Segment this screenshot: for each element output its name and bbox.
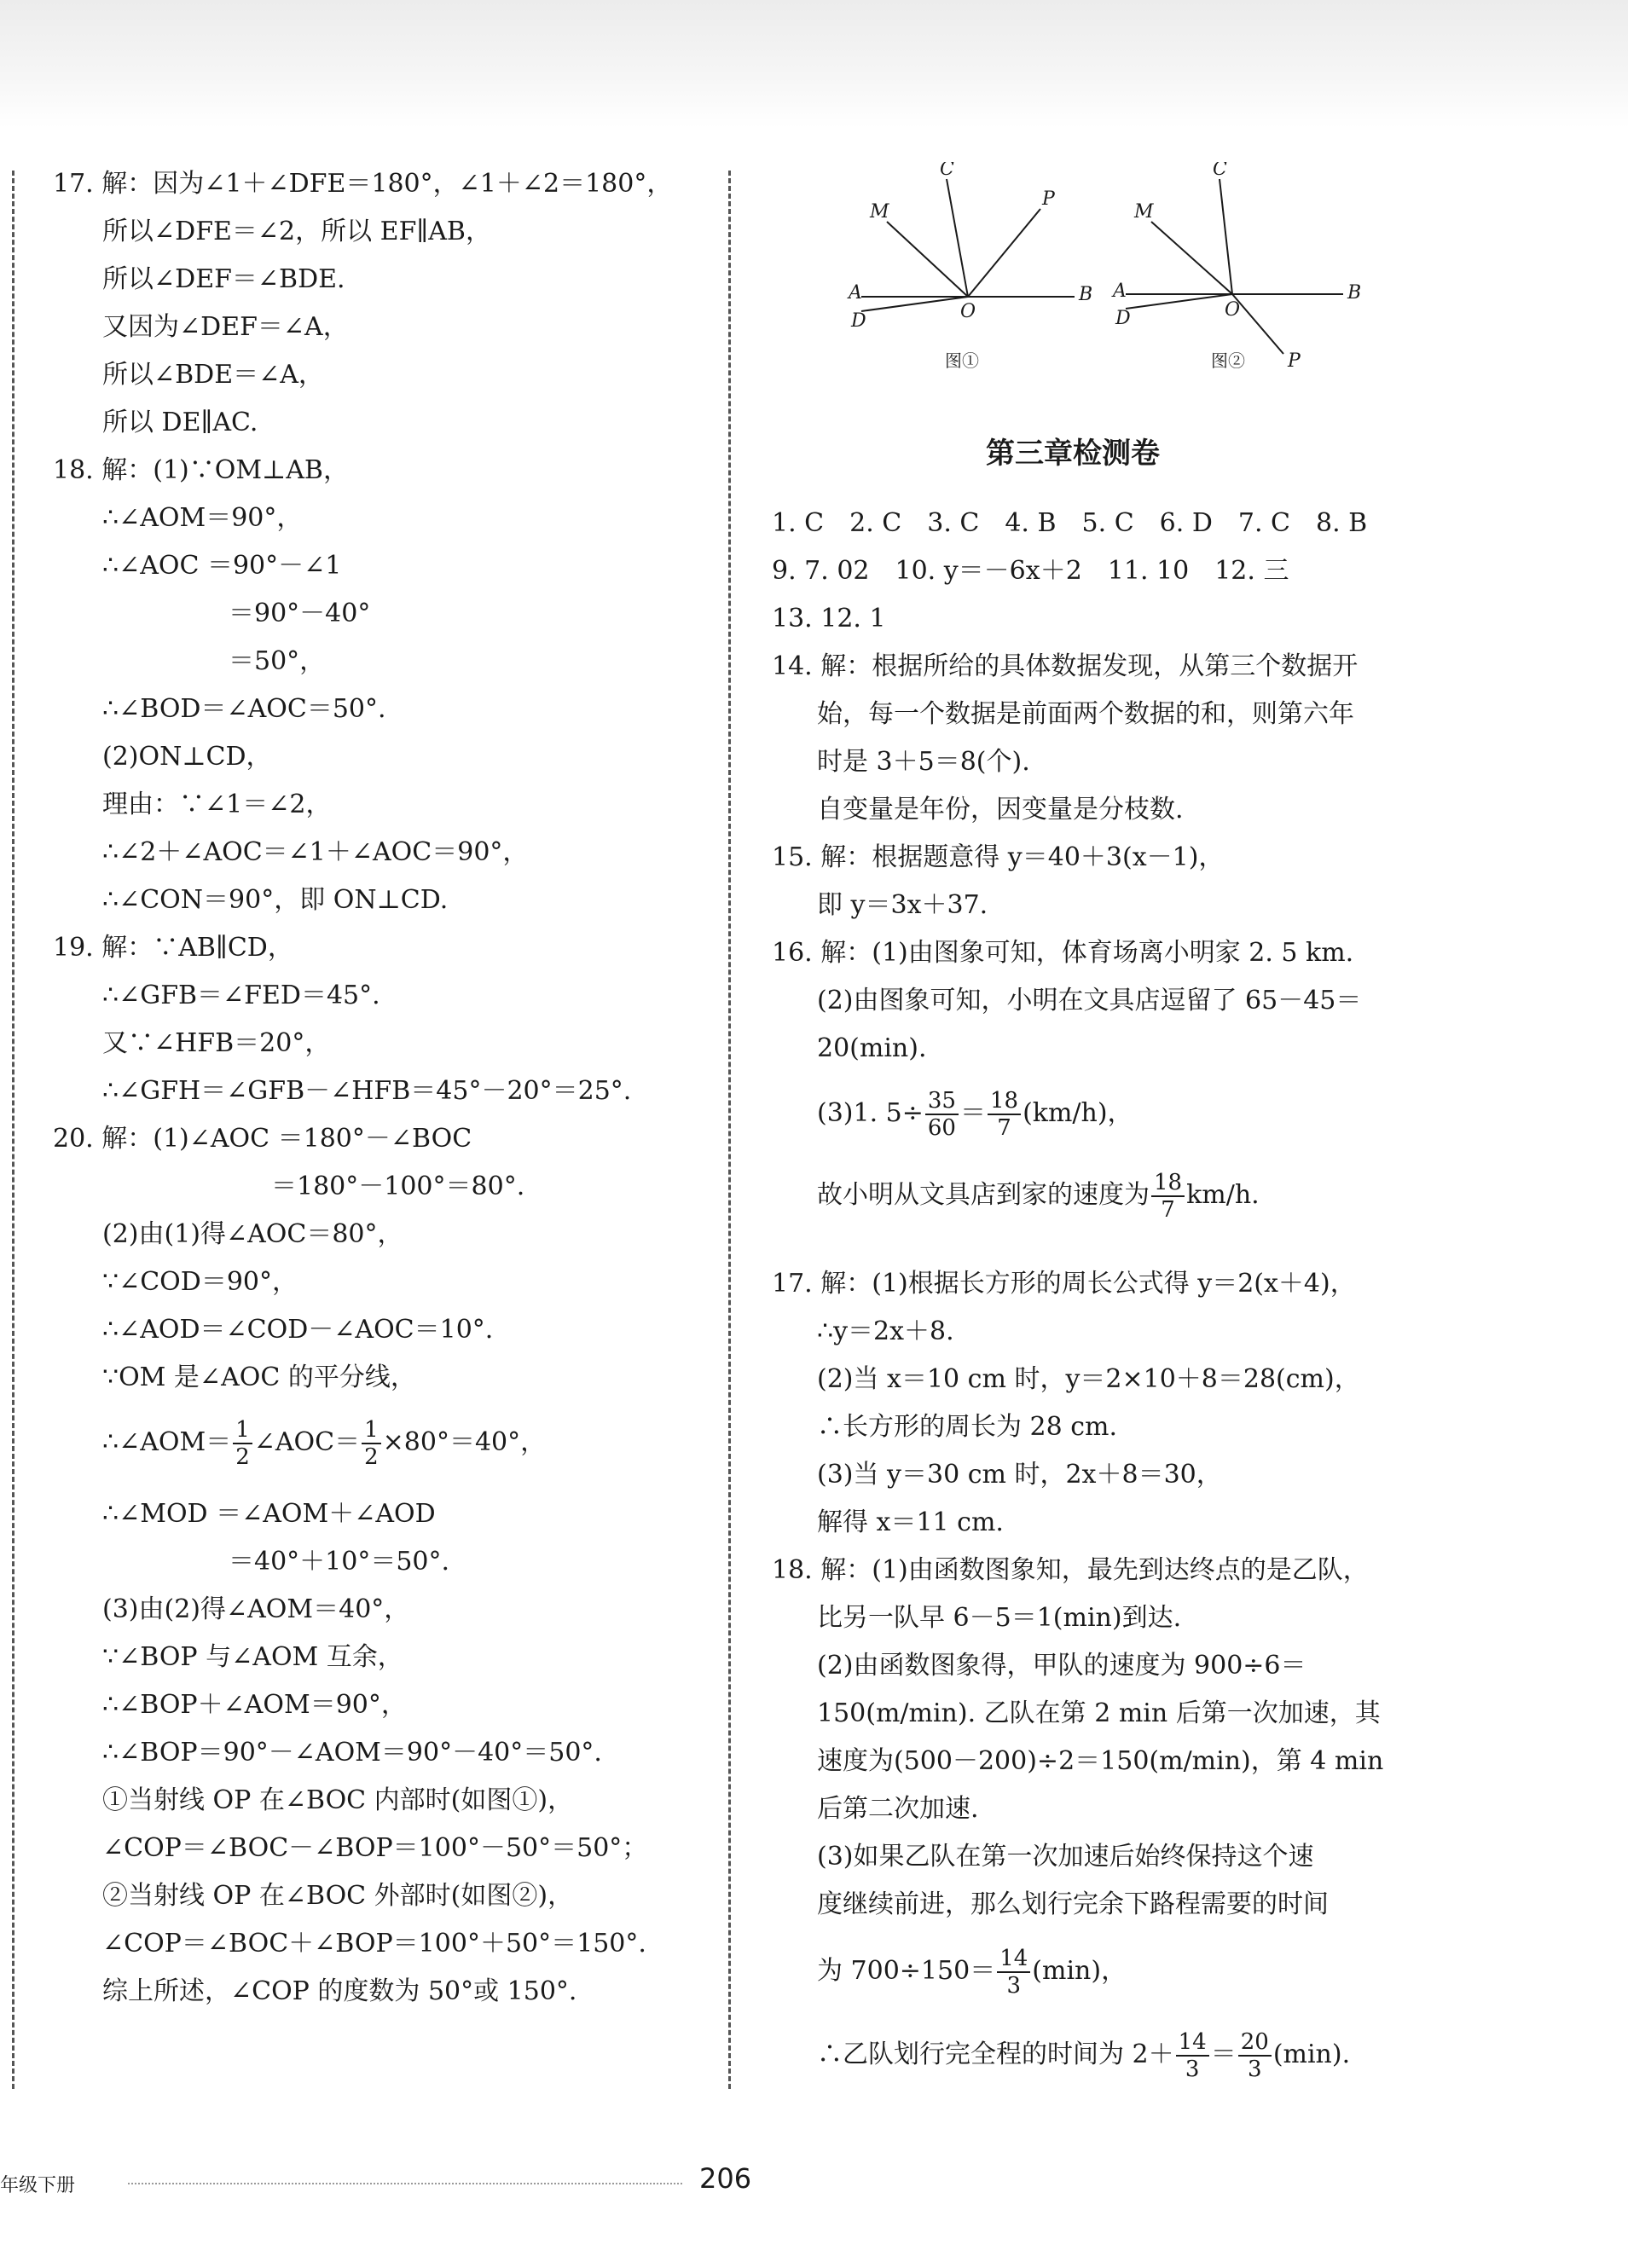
denominator: 7 (997, 1115, 1011, 1141)
text-line: ∴∠AOC ＝90°－∠1 (102, 551, 342, 581)
text-line: (3)如果乙队在第一次加速后始终保持这个速 (817, 1842, 1314, 1872)
text-line: (2)由图象可知，小明在文具店逗留了 65－45＝ (817, 986, 1362, 1015)
text-line: 所以∠DEF＝∠BDE. (102, 264, 345, 294)
numerator: 14 (997, 1946, 1030, 1973)
text-line: ∴∠BOP＝90°－∠AOM＝90°－40°＝50°. (102, 1738, 602, 1768)
numerator: 35 (925, 1088, 959, 1115)
fraction (362, 1417, 381, 1470)
text-line: 所以∠BDE＝∠A， (102, 360, 324, 390)
text-line: 18. 解：(1)由函数图象知，最先到达终点的是乙队， (772, 1555, 1369, 1585)
equation-18-total (817, 2022, 1350, 2087)
numerator: 1 (362, 1417, 381, 1444)
eq-text: km/h. (1186, 1180, 1260, 1210)
text-line: 9. 7. 02 10. y＝－6x＋2 11. 10 12. 三 (772, 556, 1289, 586)
text-line: (3)由(2)得∠AOM＝40°， (102, 1594, 410, 1624)
text-line: 综上所述，∠COP 的度数为 50°或 150°. (102, 1976, 577, 2006)
label-a: A (1113, 281, 1127, 302)
text-line: 18. 解：(1)∵OM⊥AB， (53, 455, 349, 485)
text-line: 19. 解：∵AB∥CD， (53, 933, 293, 963)
text-line: ∴∠GFB＝∠FED＝45°. (102, 981, 380, 1010)
text-line: 后第二次加速. (817, 1794, 979, 1824)
text-line: ∴y＝2x＋8. (817, 1316, 954, 1346)
text-line: ∠COP＝∠BOC－∠BOP＝100°－50°＝50°； (102, 1833, 648, 1863)
text-line: ∴∠AOD＝∠COD－∠AOC＝10°. (102, 1315, 494, 1345)
equation-16-speed (817, 1163, 1260, 1228)
text-line: ＝90°－40° (229, 599, 371, 628)
text-line: 20(min). (817, 1033, 927, 1063)
fraction (925, 1088, 959, 1141)
eq-text: ∠AOC＝ (253, 1427, 361, 1457)
text-line: ∴∠GFH＝∠GFB－∠HFB＝45°－20°＝25°. (102, 1076, 632, 1106)
text-line: 自变量是年份，因变量是分枝数. (817, 795, 1184, 824)
text-line: ＝40°＋10°＝50°. (229, 1547, 450, 1577)
label-p: P (1288, 350, 1301, 372)
text-line: 解得 x＝11 cm. (817, 1507, 1004, 1537)
numerator: 20 (1238, 2029, 1272, 2057)
text-line: ②当射线 OP 在∠BOC 外部时(如图②)， (102, 1881, 574, 1911)
label-b: B (1347, 282, 1362, 304)
label-d: D (1115, 308, 1131, 329)
text-line: 15. 解：根据题意得 y＝40＋3(x－1)， (772, 842, 1225, 872)
figure-2 (1109, 162, 1364, 387)
eq-text: ＝ (1210, 2039, 1237, 2069)
text-line: (2)ON⊥CD， (102, 742, 272, 772)
numerator: 18 (988, 1088, 1021, 1115)
eq-text: (min)， (1032, 1956, 1127, 1986)
text-line: ∠COP＝∠BOC＋∠BOP＝100°＋50°＝150°. (102, 1929, 646, 1958)
fraction (1151, 1170, 1185, 1223)
text-line: 13. 12. 1 (772, 604, 886, 634)
text-line: 20. 解：(1)∠AOC ＝180°－∠BOC (53, 1124, 472, 1154)
eq-text: ×80°＝40°， (382, 1427, 547, 1457)
footer-book-label: 年级下册 (0, 2175, 76, 2196)
denominator: 3 (1185, 2057, 1200, 2082)
figure-1-caption: 图① (945, 350, 979, 371)
text-line: 所以 DE∥AC. (102, 408, 258, 437)
text-line: 所以∠DFE＝∠2，所以 EF∥AB， (102, 217, 491, 246)
label-m: M (870, 201, 889, 223)
label-b: B (1079, 284, 1093, 305)
text-line: 14. 解：根据所给的具体数据发现，从第三个数据开 (772, 651, 1359, 681)
text-line: ＝50°， (229, 646, 326, 676)
text-line: ∵∠BOP 与∠AOM 互余， (102, 1642, 403, 1672)
eq-text: (km/h)， (1023, 1098, 1133, 1128)
text-line: 17. 解：(1)根据长方形的周长公式得 y＝2(x＋4)， (772, 1269, 1356, 1299)
text-line: ∴∠AOM＝90°， (102, 503, 303, 533)
label-p: P (1042, 188, 1055, 210)
text-line: (3)当 y＝30 cm 时，2x＋8＝30， (817, 1460, 1222, 1490)
text-line: 比另一队早 6－5＝1(min)到达. (817, 1603, 1182, 1633)
equation-aom (102, 1410, 546, 1475)
text-line: 度继续前进，那么划行完余下路程需要的时间 (817, 1889, 1329, 1919)
text-line: (2)由(1)得∠AOC＝80°， (102, 1219, 403, 1249)
text-line: 17. 解：因为∠1＋∠DFE＝180°，∠1＋∠2＝180°， (53, 169, 673, 199)
denominator: 60 (927, 1115, 956, 1141)
text-line: 理由：∵∠1＝∠2， (102, 790, 332, 819)
denominator: 3 (1247, 2057, 1262, 2082)
fraction (997, 1946, 1030, 1999)
text-line: 速度为(500－200)÷2＝150(m/min)，第 4 min (817, 1746, 1384, 1776)
eq-text: (min). (1272, 2039, 1351, 2069)
eq-text: (3)1. 5÷ (817, 1098, 924, 1128)
eq-text: ＝ (959, 1098, 986, 1128)
page-number: 206 (699, 2162, 752, 2195)
fraction (988, 1088, 1021, 1141)
fraction (233, 1417, 252, 1470)
label-c: C (1213, 162, 1227, 180)
denominator: 3 (1006, 1973, 1022, 1999)
equation-16-3 (817, 1081, 1133, 1146)
scan-top-shading (0, 0, 1628, 128)
text-line: 1. C 2. C 3. C 4. B 5. C 6. D 7. C 8. B (772, 508, 1368, 538)
text-line: ∴∠CON＝90°，即 ON⊥CD. (102, 885, 449, 915)
label-m: M (1134, 201, 1154, 223)
text-line: ∴∠BOP＋∠AOM＝90°， (102, 1690, 407, 1720)
text-line: ∵OM 是∠AOC 的平分线， (102, 1363, 416, 1392)
text-line: ∴∠BOD＝∠AOC＝50°. (102, 694, 386, 724)
denominator: 2 (235, 1444, 250, 1470)
text-line: (2)当 x＝10 cm 时，y＝2×10＋8＝28(cm)， (817, 1364, 1360, 1394)
equation-18-time (817, 1939, 1127, 2004)
left-cut-line (12, 171, 14, 2089)
fraction (1176, 2029, 1209, 2082)
text-line: 又∵∠HFB＝20°， (102, 1028, 331, 1058)
text-line: ∴长方形的周长为 28 cm. (817, 1412, 1118, 1442)
text-line: ∵∠COD＝90°， (102, 1267, 298, 1297)
denominator: 2 (364, 1444, 379, 1470)
label-d: D (851, 310, 866, 332)
figure-2-caption: 图② (1211, 350, 1245, 371)
eq-text: ∴∠AOM＝ (102, 1427, 232, 1457)
text-line: ①当射线 OP 在∠BOC 内部时(如图①)， (102, 1785, 574, 1815)
numerator: 14 (1176, 2029, 1209, 2057)
fraction (1238, 2029, 1272, 2082)
eq-text: 为 700÷150＝ (817, 1956, 996, 1986)
middle-cut-line (728, 171, 731, 2089)
text-line: 16. 解：(1)由图象可知，体育场离小明家 2. 5 km. (772, 938, 1354, 968)
text-line: ∴∠2＋∠AOC＝∠1＋∠AOC＝90°， (102, 837, 529, 867)
eq-text: 故小明从文具店到家的速度为 (817, 1180, 1150, 1210)
text-line: 150(m/min). 乙队在第 2 min 后第一次加速，其 (817, 1698, 1381, 1728)
text-line: 又因为∠DEF＝∠A， (102, 312, 349, 342)
text-line: (2)由函数图象得，甲队的速度为 900÷6＝ (817, 1651, 1306, 1681)
numerator: 1 (233, 1417, 252, 1444)
eq-text: ∴乙队划行完全程的时间为 2＋ (817, 2039, 1174, 2069)
label-a: A (849, 282, 862, 304)
text-line: 时是 3＋5＝8(个). (817, 747, 1030, 777)
text-line: 即 y＝3x＋37. (817, 890, 988, 920)
section-title: 第三章检测卷 (986, 437, 1160, 471)
numerator: 18 (1151, 1170, 1185, 1197)
text-line: ∴∠MOD ＝∠AOM＋∠AOD (102, 1499, 436, 1529)
label-o: O (960, 301, 976, 322)
figure-1 (844, 162, 1100, 387)
denominator: 7 (1161, 1197, 1175, 1223)
text-line: 始，每一个数据是前面两个数据的和，则第六年 (817, 699, 1354, 729)
label-c: C (940, 162, 954, 180)
text-line: ＝180°－100°＝80°. (271, 1172, 525, 1201)
label-o: O (1225, 299, 1241, 321)
footer-dotted-rule (128, 2183, 682, 2184)
